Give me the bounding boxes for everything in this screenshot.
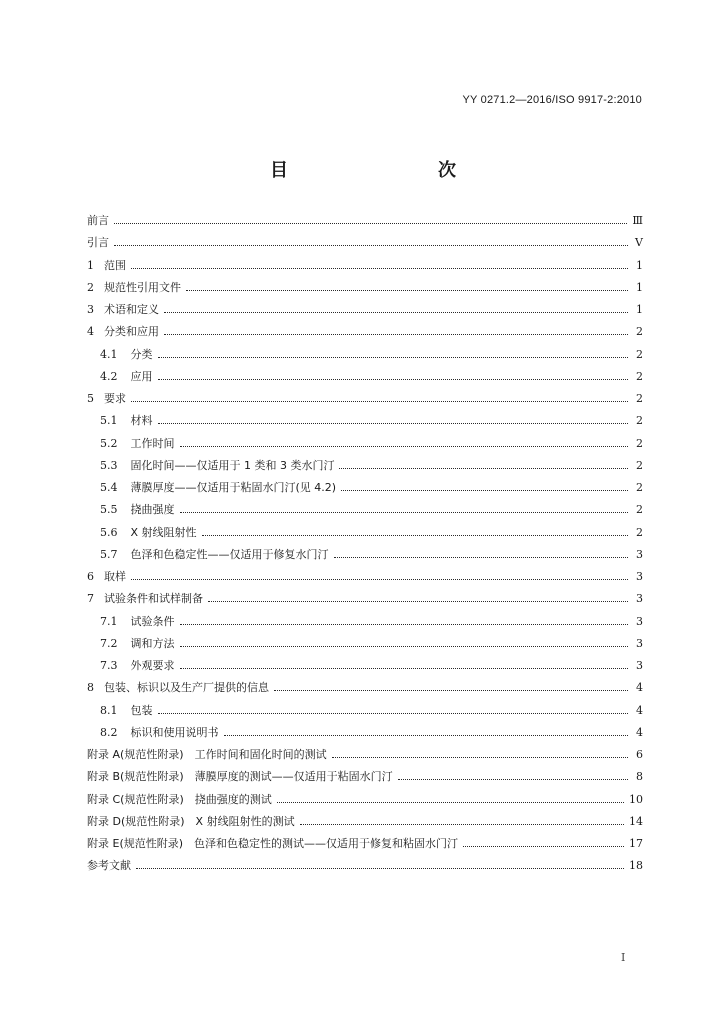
toc-entry-page: 4 [636, 725, 643, 739]
toc-entry-number: 5 [87, 392, 94, 406]
toc-entry-title: 包装 [130, 703, 153, 717]
toc-entry-number: 1 [87, 258, 94, 272]
toc-entry-title: 标识和使用说明书 [130, 725, 219, 739]
toc-entry-label [100, 503, 175, 517]
toc-entry-number: 7.2 [100, 636, 118, 650]
toc-entry-label [87, 570, 126, 584]
dot-leader [180, 667, 629, 669]
toc-entry-title: 参考文献 [87, 859, 131, 873]
dot-leader [339, 467, 628, 469]
dot-leader [114, 244, 628, 246]
toc-entry-number: 7 [87, 592, 94, 606]
dot-leader [224, 734, 629, 736]
dot-leader [131, 578, 628, 580]
toc-entry-number: 5.2 [100, 436, 118, 450]
toc-entry-page: 10 [629, 792, 643, 806]
toc-entry-label [87, 259, 126, 273]
toc-entry[interactable] [87, 833, 643, 855]
toc-entry-label [87, 325, 159, 339]
toc-entry-page: 3 [636, 636, 643, 650]
table-of-contents [87, 210, 643, 878]
toc-entry-title: 术语和定义 [104, 303, 159, 317]
dot-leader [463, 845, 624, 847]
toc-entry-label [87, 770, 393, 784]
toc-entry-label [87, 859, 131, 873]
toc-entry-page: 4 [636, 703, 643, 717]
toc-entry-number: 5.3 [100, 458, 118, 472]
toc-entry-number: 8 [87, 681, 94, 695]
toc-entry-label [100, 348, 153, 362]
toc-entry-label [100, 414, 153, 428]
toc-entry[interactable] [87, 433, 643, 455]
toc-entry-title: 附录 D(规范性附录) X 射线阻射性的测试 [87, 814, 295, 828]
toc-entry[interactable] [87, 455, 643, 477]
toc-entry[interactable] [87, 789, 643, 811]
toc-entry[interactable] [87, 611, 643, 633]
dot-leader [136, 867, 624, 869]
toc-entry-page: 4 [636, 681, 643, 695]
toc-entry-title: 分类和应用 [104, 325, 159, 339]
toc-entry-title: 要求 [104, 392, 126, 406]
toc-entry[interactable] [87, 544, 643, 566]
toc-entry[interactable] [87, 655, 643, 677]
toc-entry-page: 2 [636, 369, 643, 383]
toc-entry-page: 1 [636, 258, 643, 272]
toc-entry-title: 规范性引用文件 [104, 280, 181, 294]
toc-entry[interactable] [87, 811, 643, 833]
toc-entry-page: 2 [636, 503, 643, 517]
dot-leader [180, 645, 629, 647]
toc-entry-label [87, 214, 109, 228]
toc-entry-title: 调和方法 [130, 636, 175, 650]
toc-entry-title: 材料 [130, 414, 153, 428]
toc-entry[interactable] [87, 477, 643, 499]
toc-entry-label [100, 548, 329, 562]
toc-entry-number: 4.1 [100, 347, 118, 361]
dot-leader [334, 556, 629, 558]
standard-code: YY 0271.2—2016/ISO 9917-2:2010 [462, 94, 642, 106]
toc-entry-label [87, 592, 203, 606]
toc-entry-page: Ⅲ [632, 214, 643, 228]
toc-entry-label [87, 681, 269, 695]
toc-entry-label [100, 637, 175, 651]
dot-leader [180, 623, 629, 625]
toc-entry[interactable] [87, 766, 643, 788]
toc-entry-title: 引言 [87, 236, 109, 250]
toc-entry-page: 2 [636, 347, 643, 361]
toc-entry-title: 附录 C(规范性附录) 挠曲强度的测试 [87, 792, 272, 806]
toc-entry-title: 薄膜厚度——仅适用于粘固水门汀(见 4.2) [130, 481, 337, 495]
dot-leader [114, 222, 627, 224]
dot-leader [274, 689, 628, 691]
toc-entry[interactable] [87, 566, 643, 588]
toc-entry-title: 挠曲强度 [130, 503, 175, 517]
toc-entry[interactable] [87, 299, 643, 321]
toc-entry-label [87, 793, 272, 807]
dot-leader [180, 511, 629, 513]
toc-entry-title: 固化时间——仅适用于 1 类和 3 类水门汀 [130, 458, 335, 472]
dot-leader [131, 267, 628, 269]
toc-entry-page: 3 [636, 659, 643, 673]
toc-entry-number: 4 [87, 325, 94, 339]
toc-entry-number: 6 [87, 570, 94, 584]
toc-entry[interactable] [87, 722, 643, 744]
toc-entry[interactable] [87, 344, 643, 366]
toc-entry[interactable] [87, 277, 643, 299]
dot-leader [332, 756, 628, 758]
toc-entry-title: 附录 B(规范性附录) 薄膜厚度的测试——仅适用于粘固水门汀 [87, 770, 393, 784]
dot-leader [164, 311, 628, 313]
toc-entry-title: X 射线阻射性 [130, 525, 197, 539]
toc-entry-title: 包装、标识以及生产厂提供的信息 [104, 681, 269, 695]
toc-entry[interactable] [87, 700, 643, 722]
toc-entry-number: 5.4 [100, 481, 118, 495]
dot-leader [131, 400, 628, 402]
dot-leader [202, 534, 628, 536]
toc-entry[interactable] [87, 522, 643, 544]
toc-entry-number: 7.1 [100, 614, 118, 628]
toc-entry-page: 3 [636, 614, 643, 628]
toc-entry-label [100, 459, 334, 473]
toc-entry-label [87, 236, 109, 250]
toc-entry-page: 3 [636, 592, 643, 606]
toc-entry[interactable] [87, 588, 643, 610]
toc-entry-page: 3 [636, 547, 643, 561]
dot-leader [300, 823, 624, 825]
toc-entry[interactable] [87, 255, 643, 277]
toc-entry-title: 外观要求 [130, 659, 175, 673]
toc-entry[interactable] [87, 366, 643, 388]
toc-entry-number: 4.2 [100, 369, 118, 383]
toc-entry[interactable] [87, 855, 643, 877]
toc-entry-page: 3 [636, 570, 643, 584]
toc-entry-title: 取样 [104, 570, 126, 584]
dot-leader [208, 600, 628, 602]
toc-entry-label [100, 526, 197, 540]
toc-entry-title: 工作时间 [130, 436, 175, 450]
toc-entry-title: 应用 [130, 369, 153, 383]
toc-entry-page: 14 [629, 814, 643, 828]
toc-entry-number: 5.5 [100, 503, 118, 517]
dot-leader [186, 289, 628, 291]
toc-entry-page: 2 [636, 392, 643, 406]
dot-leader [180, 445, 629, 447]
toc-entry-page: 1 [636, 280, 643, 294]
toc-entry-label [87, 837, 458, 851]
toc-entry-page: 1 [636, 303, 643, 317]
toc-entry-label [87, 392, 126, 406]
toc-entry-number: 5.1 [100, 414, 118, 428]
toc-entry-page: Ⅴ [635, 236, 643, 250]
toc-entry[interactable] [87, 321, 643, 343]
page-title: 目 次 [270, 160, 494, 181]
toc-entry-label [100, 370, 153, 384]
toc-entry-page: 17 [629, 837, 643, 851]
toc-entry-page: 2 [636, 525, 643, 539]
toc-entry-page: 2 [636, 414, 643, 428]
toc-entry-label [100, 481, 336, 495]
toc-entry-title: 试验条件和试样制备 [104, 592, 203, 606]
toc-entry-title: 色泽和色稳定性——仅适用于修复水门汀 [130, 547, 329, 561]
dot-leader [398, 778, 628, 780]
dot-leader [158, 422, 629, 424]
toc-entry-title: 前言 [87, 214, 109, 228]
toc-entry-page: 6 [636, 748, 643, 762]
toc-entry-title: 范围 [104, 258, 126, 272]
toc-entry-title: 试验条件 [130, 614, 175, 628]
dot-leader [277, 801, 624, 803]
toc-entry-number: 3 [87, 303, 94, 317]
toc-entry-label [100, 615, 175, 629]
toc-entry-number: 5.6 [100, 525, 118, 539]
toc-entry[interactable] [87, 232, 643, 254]
page-number: Ⅰ [621, 951, 626, 964]
toc-entry-page: 18 [629, 859, 643, 873]
toc-entry[interactable] [87, 633, 643, 655]
toc-entry[interactable] [87, 499, 643, 521]
toc-entry-number: 8.1 [100, 703, 118, 717]
toc-entry-label [87, 281, 181, 295]
toc-entry-label [87, 815, 295, 829]
toc-entry-label [100, 437, 175, 451]
toc-entry[interactable] [87, 677, 643, 699]
dot-leader [341, 489, 628, 491]
dot-leader [158, 356, 629, 358]
dot-leader [158, 378, 629, 380]
dot-leader [164, 333, 628, 335]
toc-entry-title: 分类 [130, 347, 153, 361]
toc-entry-page: 8 [636, 770, 643, 784]
dot-leader [158, 712, 629, 714]
toc-entry-title: 附录 E(规范性附录) 色泽和色稳定性的测试——仅适用于修复和粘固水门汀 [87, 837, 459, 851]
toc-entry-page: 2 [636, 458, 643, 472]
toc-entry-number: 5.7 [100, 547, 118, 561]
toc-entry-label [100, 726, 219, 740]
toc-entry[interactable] [87, 210, 643, 232]
toc-entry[interactable] [87, 388, 643, 410]
toc-entry-label [100, 704, 153, 718]
toc-entry[interactable] [87, 744, 643, 766]
toc-entry-number: 7.3 [100, 659, 118, 673]
toc-entry-page: 2 [636, 436, 643, 450]
toc-entry-number: 8.2 [100, 725, 118, 739]
toc-entry[interactable] [87, 410, 643, 432]
toc-entry-page: 2 [636, 481, 643, 495]
toc-entry-label [87, 748, 327, 762]
toc-entry-number: 2 [87, 280, 94, 294]
toc-entry-title: 附录 A(规范性附录) 工作时间和固化时间的测试 [87, 748, 327, 762]
toc-entry-label [87, 303, 159, 317]
toc-entry-label [100, 659, 175, 673]
toc-entry-page: 2 [636, 325, 643, 339]
